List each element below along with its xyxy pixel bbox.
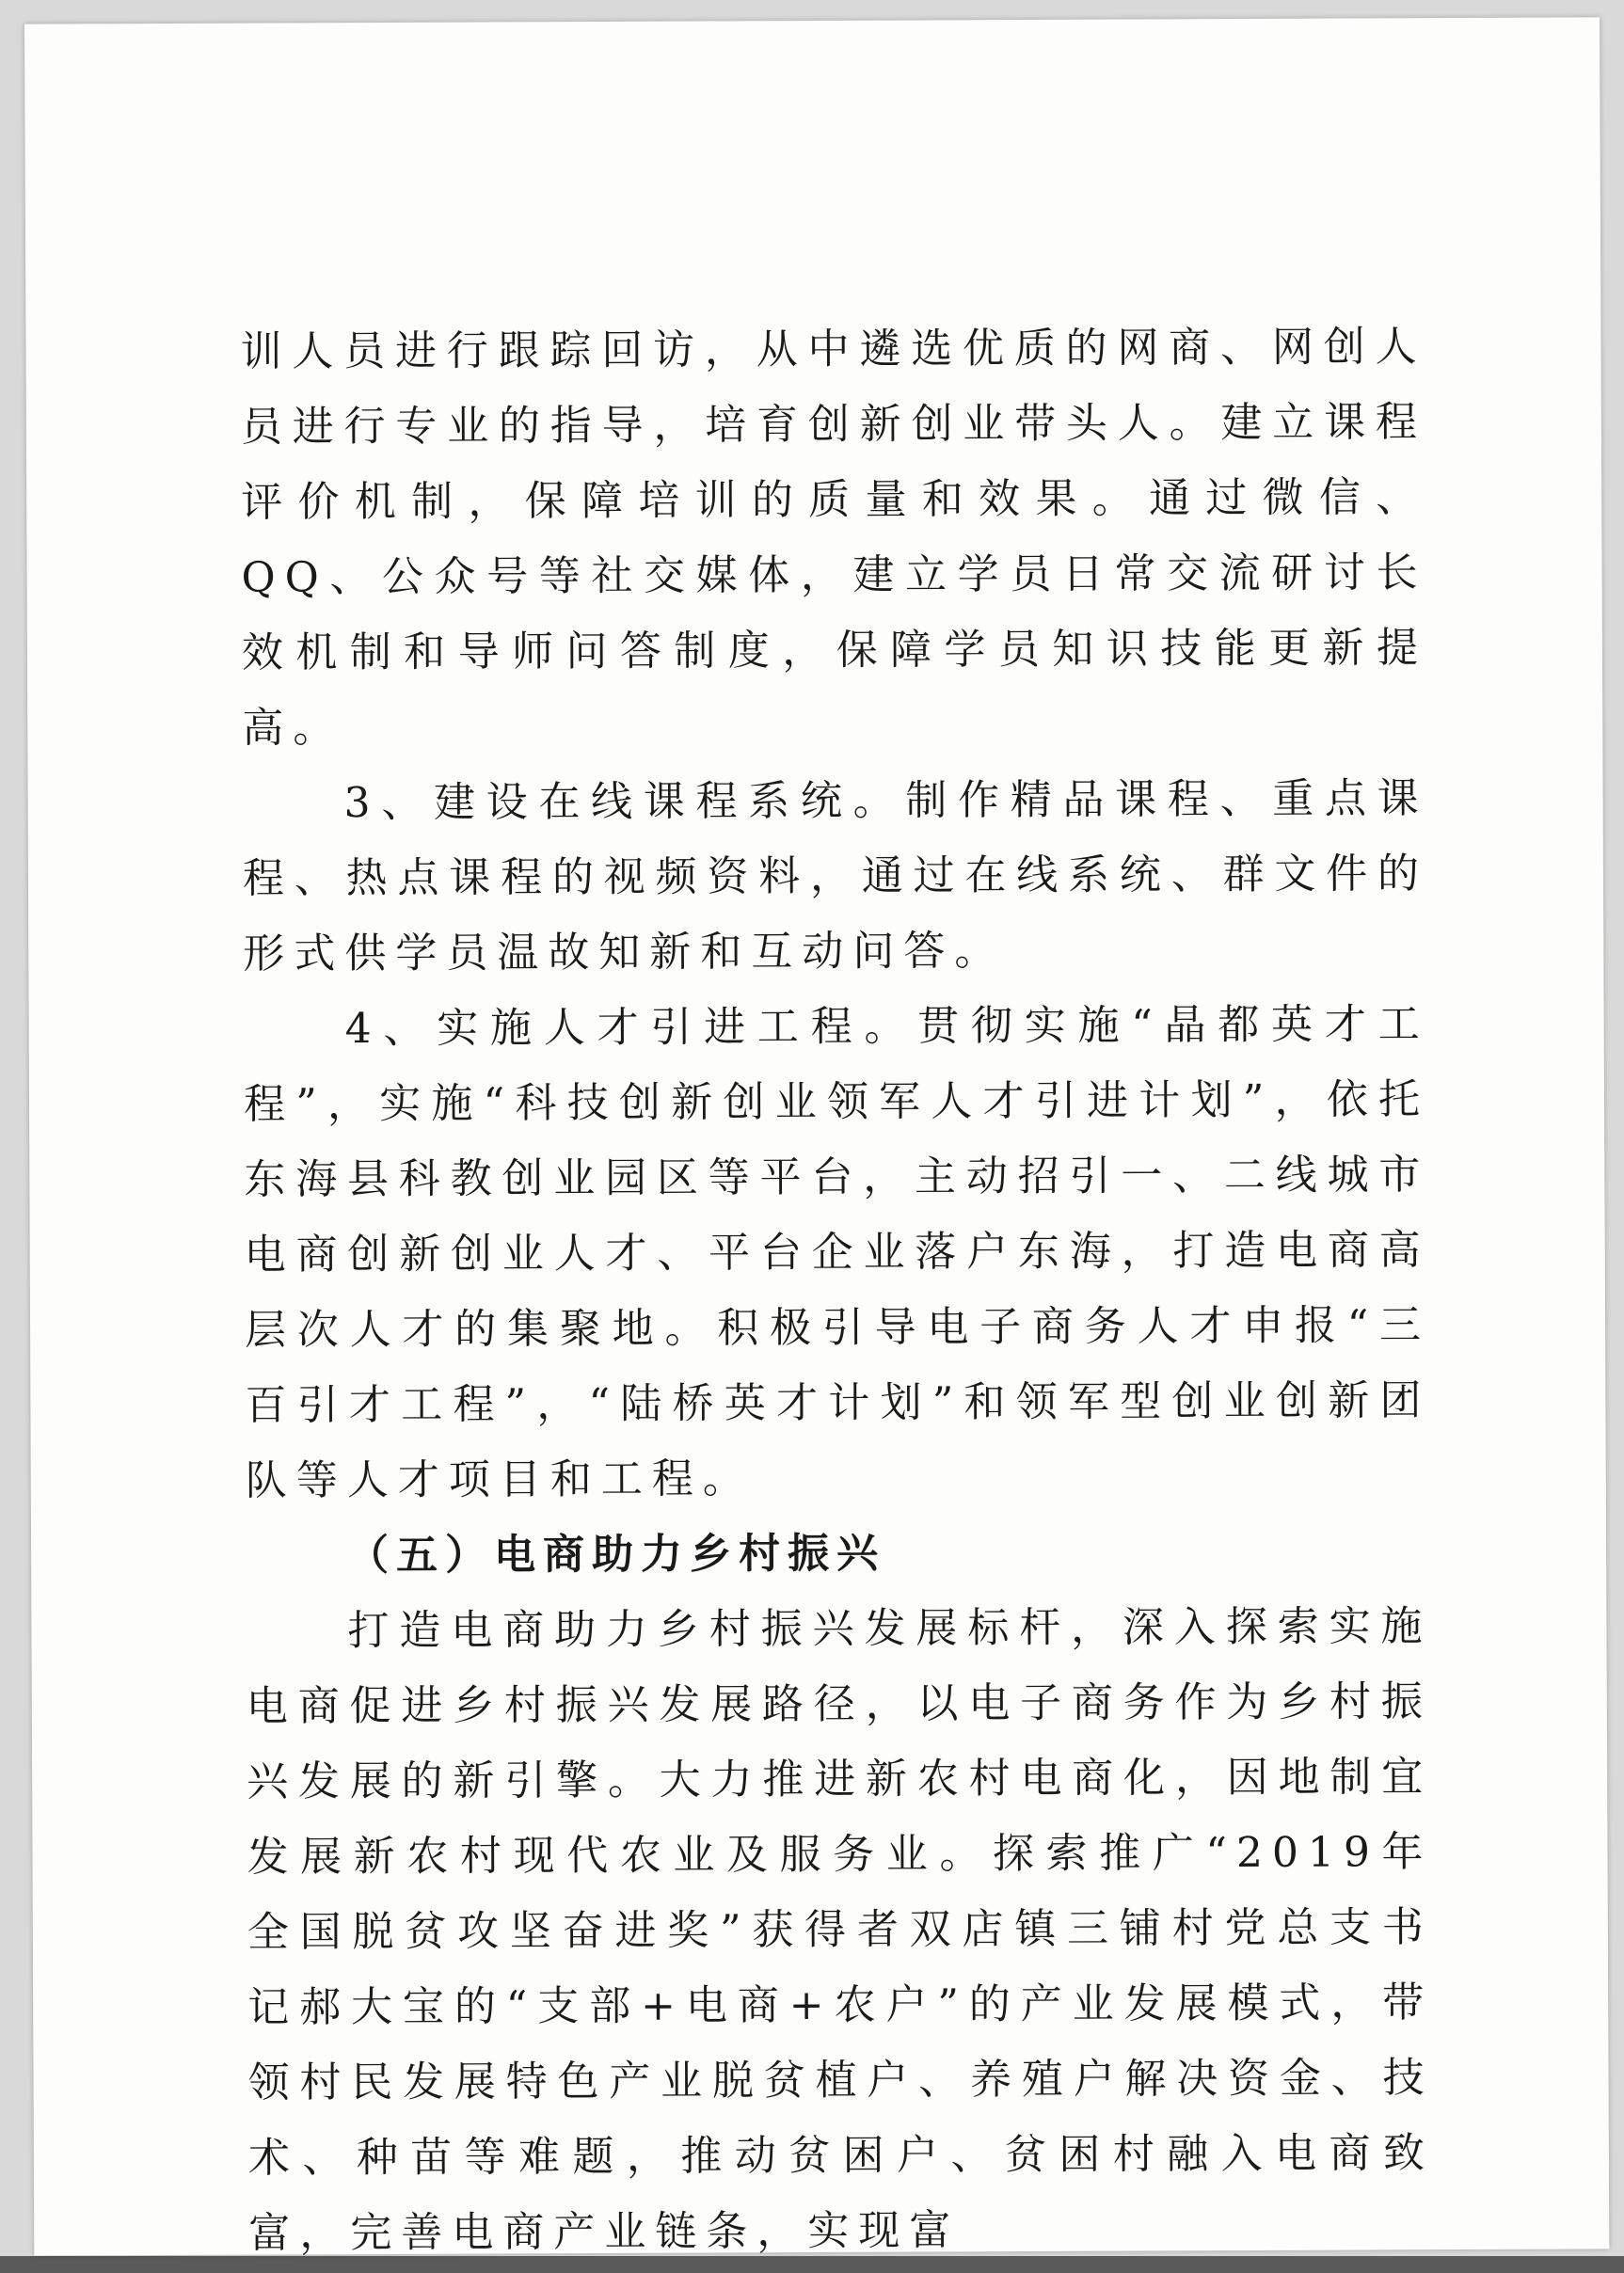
paragraph-online-course-system: 3、建设在线课程系统。制作精品课程、重点课程、热点课程的视频资料，通过在线系统、群文件的形式供学员温故知新和互动问答。 [242, 774, 1429, 978]
paragraph-rural-revitalization: 打造电商助力乡村振兴发展标杆，深入探索实施电商促进乡村振兴发展路径，以电子商务作为乡村振兴发展的新引擎。大力推进新农村电商化，因地制宜发展新农村现代农业及服务业。探索推广“2019年全国脱贫攻坚奋进奖”获得者双店镇三铺村党总支书记郝大宝的“支部+电商+农户”的产业发展模式，带领村民发展特色产业脱贫植户、养殖户解决资金、技术、种苗等难题，推动贫困户、贫困村融入电商致富，完善电商产业链条，实现富 [246, 1602, 1435, 2258]
document-body [240, 310, 1434, 2271]
section-heading: （五）电商助力乡村振兴 [347, 1529, 886, 1581]
paragraph-talent-introduction: 4、实施人才引进工程。贯彻实施“晶都英才工程”，实施“科技创新创业领军人才引进计划”，依托东海县科教创业园区等平台，主动招引一、二线城市电商创新创业人才、平台企业落户东海，打造电商高层次人才的集聚地。积极引导电子商务人才申报“三百引才工程”，“陆桥英才计划”和领军型创业创新团队等人才项目和工程。 [243, 1000, 1431, 1505]
document-page [24, 17, 1609, 2258]
paragraph-training-followup: 训人员进行跟踪回访，从中遴选优质的网商、网创人员进行专业的指导，培育创新创业带头人。建立课程评价机制，保障培训的质量和效果。通过微信、QQ、公众号等社交媒体，建立学员日常交流研讨长效机制和导师问答制度，保障学员知识技能更新提高。 [240, 323, 1428, 753]
